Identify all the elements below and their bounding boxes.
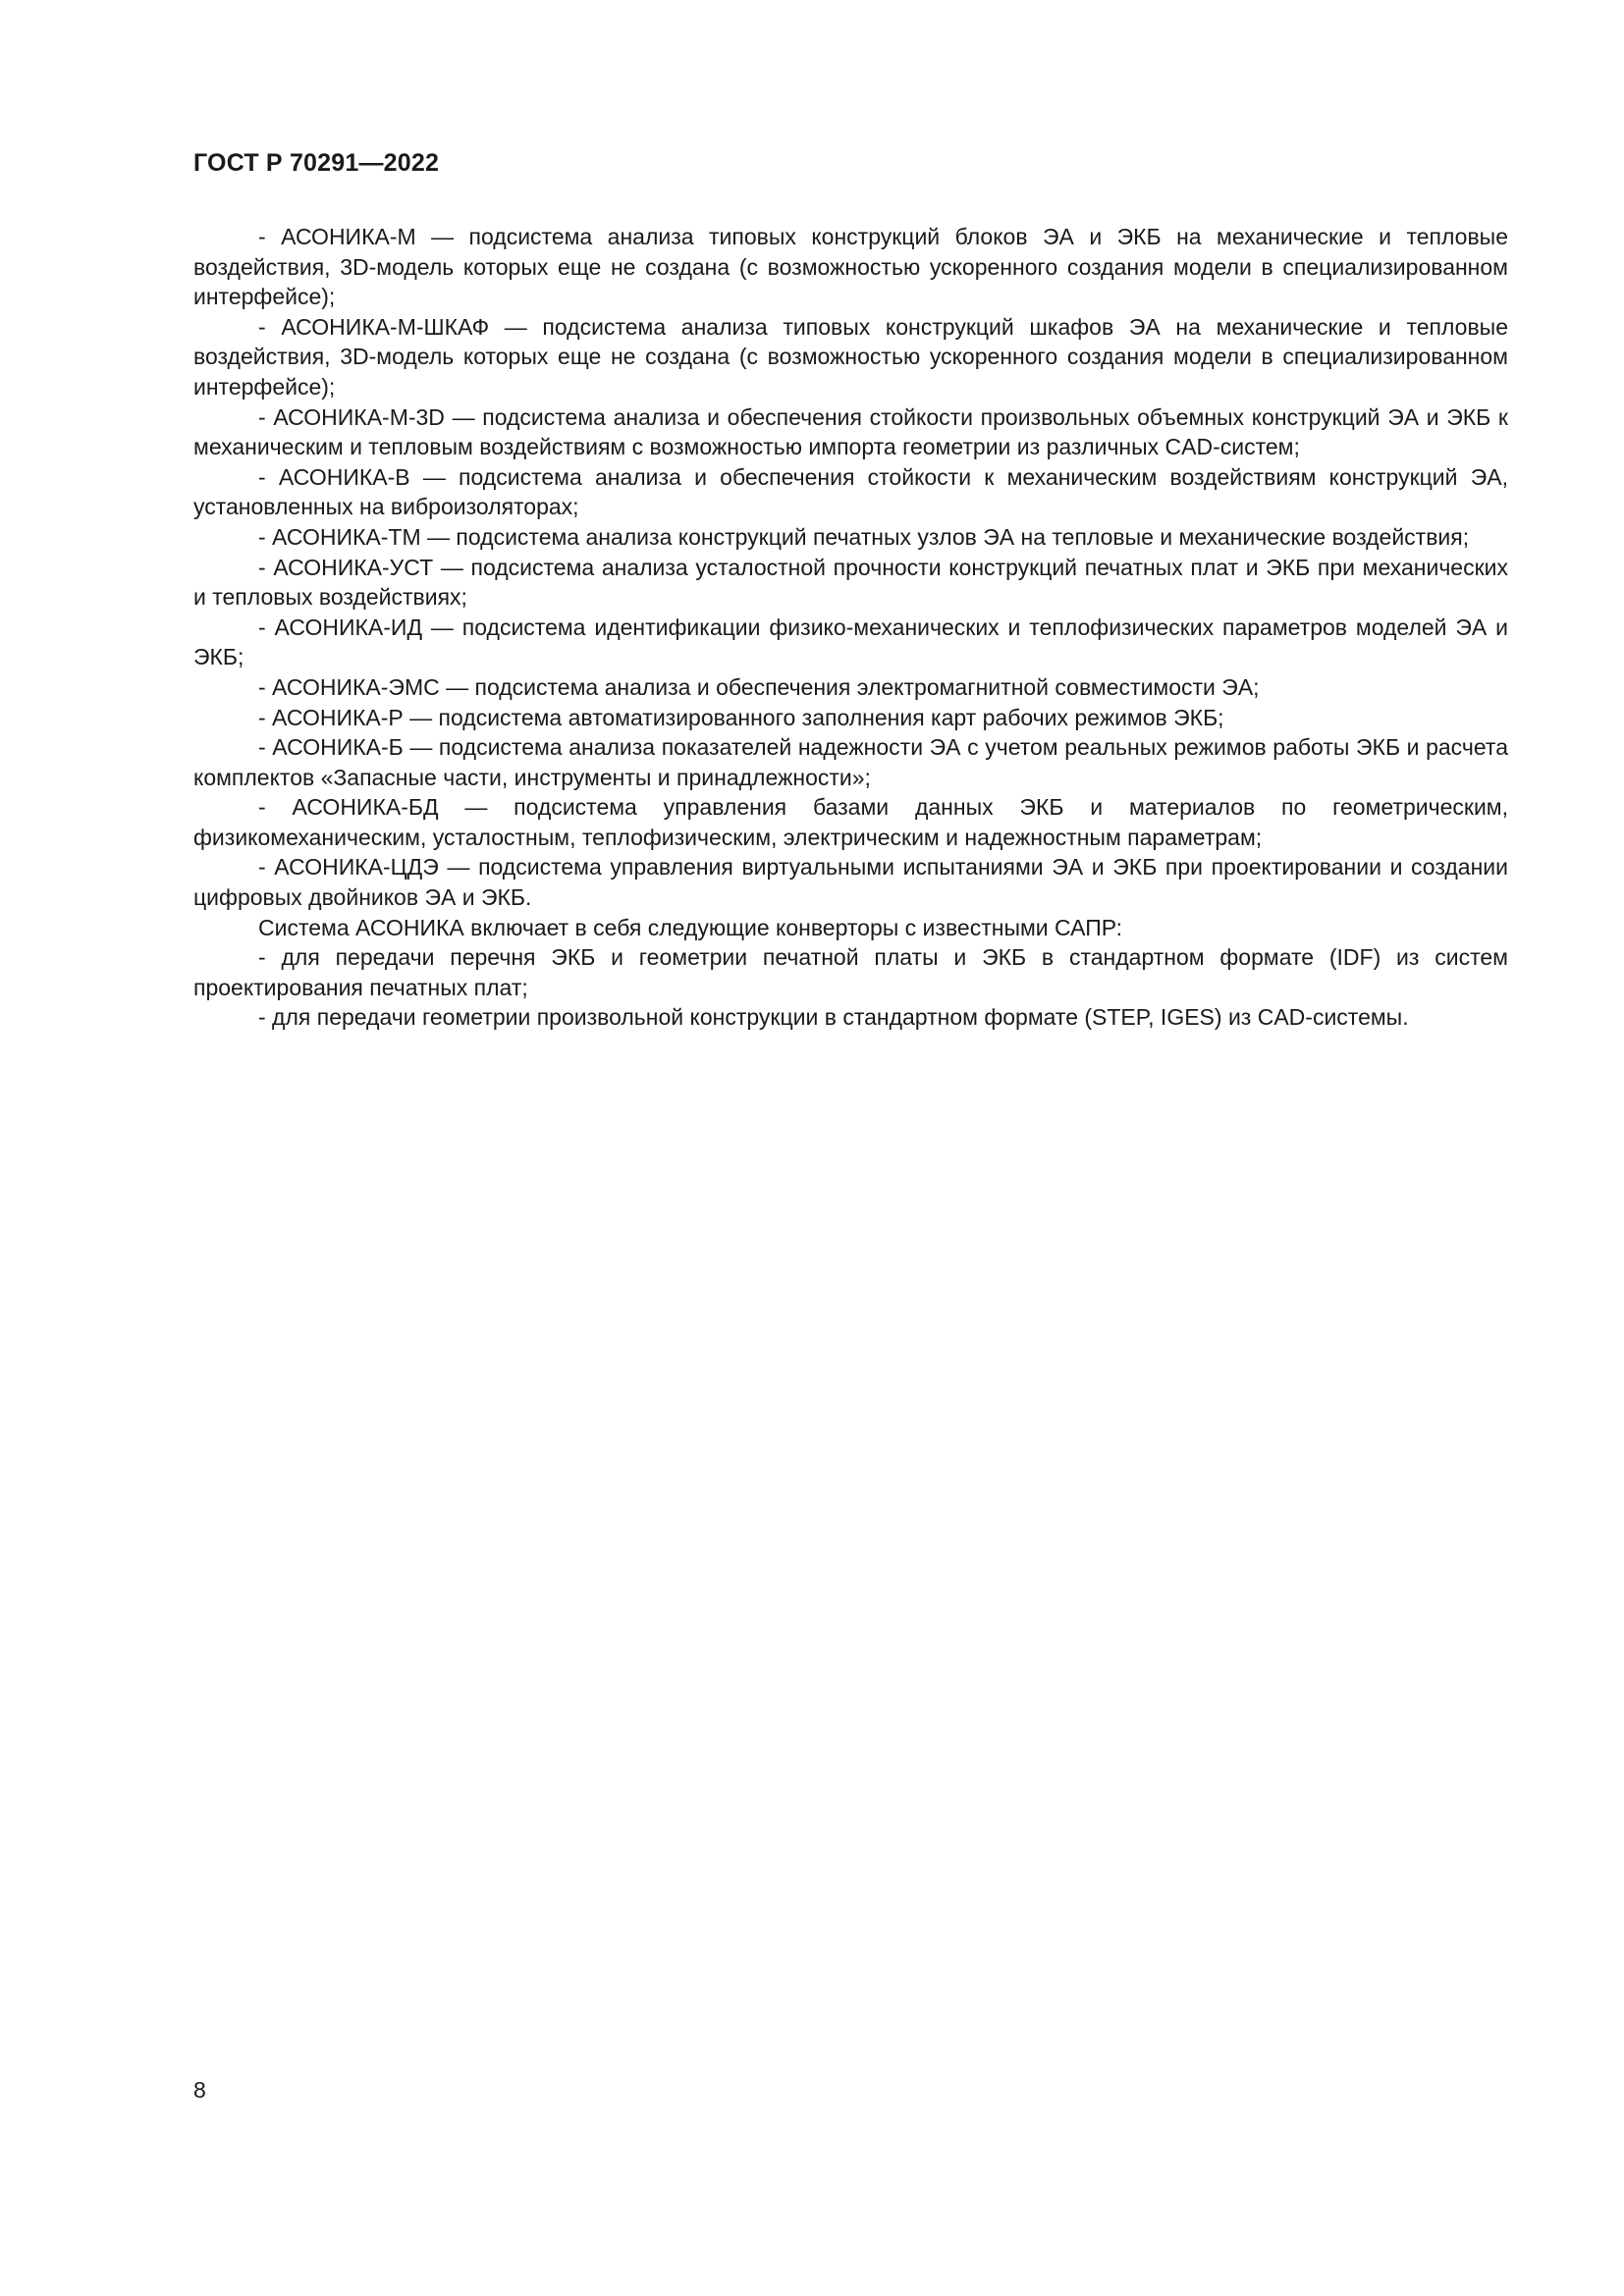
converters-intro-paragraph: Система АСОНИКА включает в себя следующие конверторы с известными САПР:: [258, 914, 1122, 940]
list-item-asonika-r: - АСОНИКА-Р — подсистема автоматизированного заполнения карт рабочих режимов ЭКБ;: [258, 704, 1224, 730]
list-item-asonika-b: - АСОНИКА-Б — подсистема анализа показателей надежности ЭА с учетом реальных режимов работы ЭКБ и расчета комплектов «Запасные части, инструменты и принадлежности»;: [193, 734, 1508, 790]
list-item-asonika-tm: - АСОНИКА-ТМ — подсистема анализа конструкций печатных узлов ЭА на тепловые и механические воздействия;: [258, 523, 1470, 550]
list-item-converter-idf: - для передачи перечня ЭКБ и геометрии печатной платы и ЭКБ в стандартном формате (IDF) из систем проектирования печатных плат;: [193, 944, 1508, 1000]
list-item-converter-step-iges: - для передачи геометрии произвольной конструкции в стандартном формате (STEP, IGES) из CAD-системы.: [258, 1004, 1409, 1031]
list-item-asonika-m: - АСОНИКА-М — подсистема анализа типовых конструкций блоков ЭА и ЭКБ на механические и тепловые воздействия, 3D-модель которых еще не создана (с возможностью ускоренного создания модели в специализированном интерфейсе);: [193, 224, 1508, 310]
list-item-asonika-id: - АСОНИКА-ИД — подсистема идентификации физико-механических и теплофизических параметров моделей ЭА и ЭКБ;: [193, 614, 1508, 670]
page-number: 8: [193, 2077, 206, 2103]
list-item-asonika-m-shkaf: - АСОНИКА-М-ШКАФ — подсистема анализа типовых конструкций шкафов ЭА на механические и тепловые воздействия, 3D-модель которых еще не создана (с возможностью ускоренного создания модели в специализированном интерфейсе);: [193, 313, 1508, 400]
list-item-asonika-m-3d: - АСОНИКА-М-3D — подсистема анализа и обеспечения стойкости произвольных объемных конструкций ЭА и ЭКБ к механическим и тепловым воздействиям с возможностью импорта геометрии из различных CAD-систем;: [193, 403, 1508, 460]
list-item-asonika-v: - АСОНИКА-В — подсистема анализа и обеспечения стойкости к механическим воздействиям конструкций ЭА, установленных на виброизоляторах;: [193, 463, 1508, 520]
standard-code-header: ГОСТ Р 70291—2022: [193, 149, 440, 177]
list-item-asonika-cde: - АСОНИКА-ЦДЭ — подсистема управления виртуальными испытаниями ЭА и ЭКБ при проектировании и создании цифровых двойников ЭА и ЭКБ.: [193, 854, 1508, 911]
list-item-asonika-ems: - АСОНИКА-ЭМС — подсистема анализа и обеспечения электромагнитной совместимости ЭА;: [258, 673, 1260, 700]
list-item-asonika-bd: - АСОНИКА-БД — подсистема управления базами данных ЭКБ и материалов по геометрическим, физикомеханическим, усталостным, теплофизическим, электрическим и надежностным параметрам;: [193, 794, 1508, 850]
list-item-asonika-ust: - АСОНИКА-УСТ — подсистема анализа усталостной прочности конструкций печатных плат и ЭКБ при механических и тепловых воздействиях;: [193, 554, 1508, 611]
document-body: [193, 222, 1508, 1033]
